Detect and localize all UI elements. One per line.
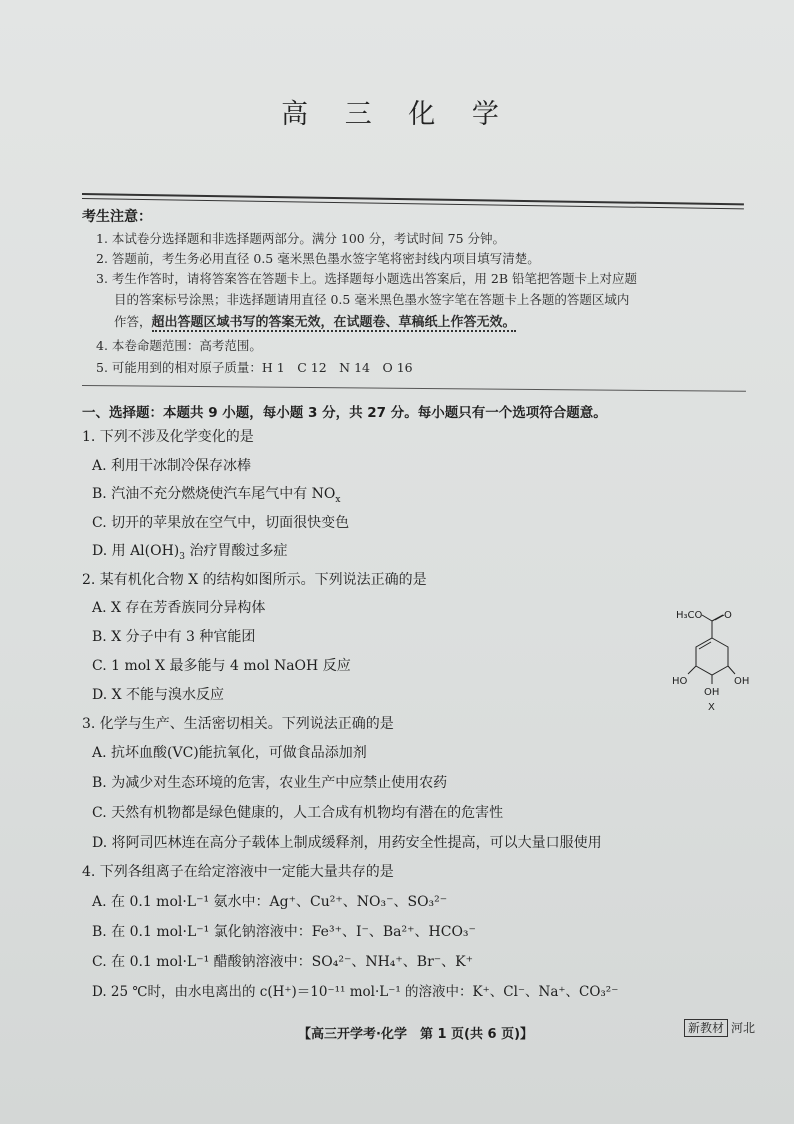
q1-option-b-sub: x xyxy=(335,494,341,505)
q4-option-c: C. 在 0.1 mol·L⁻¹ 醋酸钠溶液中：SO₄²⁻、NH₄⁺、Br⁻、K⁺ xyxy=(92,954,474,970)
q3-option-b: B. 为减少对生态环境的危害，农业生产中应禁止使用农药 xyxy=(92,775,448,791)
q4-option-a: A. 在 0.1 mol·L⁻¹ 氨水中：Ag⁺、Cu²⁺、NO₃⁻、SO₃²⁻ xyxy=(92,894,448,910)
edition-badge xyxy=(684,1019,755,1036)
q1-option-d-tail: 治疗胃酸过多症 xyxy=(185,543,288,559)
notice-item-3-cont2 xyxy=(114,312,774,333)
exam-title: 高 三 化 学 xyxy=(281,99,513,130)
q2-option-d: D. X 不能与溴水反应 xyxy=(92,687,225,703)
mol-bond-co xyxy=(712,615,723,621)
q1-option-d-sub: 3 xyxy=(179,551,186,562)
q1-option-a: A. 利用干冰制冷保存冰棒 xyxy=(92,458,252,474)
mol-o-label: O xyxy=(724,610,732,621)
q4-stem: 4. 下列各组离子在给定溶液中一定能大量共存的是 xyxy=(82,864,394,880)
mol-x-label: X xyxy=(708,702,715,713)
mol-bond-oh-right xyxy=(728,666,735,674)
mol-bond-ome xyxy=(702,615,712,621)
page-footer: 【高三开学考·化学 第 1 页(共 6 页)】 xyxy=(298,1027,534,1042)
q3-option-d: D. 将阿司匹林连在高分子载体上制成缓释剂，用药安全性提高，可以大量口服使用 xyxy=(92,835,602,851)
badge-region: 河北 xyxy=(731,1021,756,1035)
q1-option-c: C. 切开的苹果放在空气中，切面很快变色 xyxy=(92,515,350,531)
q3-option-c: C. 天然有机物都是绿色健康的，人工合成有机物均有潜在的危害性 xyxy=(92,805,504,821)
q1-option-b xyxy=(92,484,340,510)
q1-stem: 1. 下列不涉及化学变化的是 xyxy=(82,429,254,445)
q1-option-d xyxy=(92,541,287,567)
q4-option-b: B. 在 0.1 mol·L⁻¹ 氯化钠溶液中：Fe³⁺、I⁻、Ba²⁺、HCO₃⁻ xyxy=(92,924,476,940)
q2-option-c: C. 1 mol X 最多能与 4 mol NaOH 反应 xyxy=(92,658,351,674)
badge-new-textbook: 新教材 xyxy=(684,1019,728,1037)
notice-item-3-cont: 目的答案标号涂黑；非选择题请用直径 0.5 毫米黑色墨水签字笔在答题卡上各题的答题区域内 xyxy=(114,292,630,307)
mol-h3co-label: H₃CO xyxy=(676,610,703,621)
mol-bond-oh-left xyxy=(688,666,696,674)
mol-bond-co-double xyxy=(715,615,724,620)
q2-option-a: A. X 存在芳香族同分异构体 xyxy=(92,600,266,616)
q2-option-b: B. X 分子中有 3 种官能团 xyxy=(92,629,256,645)
notice-item-5: 5. 可能用到的相对原子质量：H 1 C 12 N 14 O 16 xyxy=(96,360,413,375)
q1-option-b-text: B. 汽油不充分燃烧使汽车尾气中有 NO xyxy=(92,486,336,502)
q1-option-d-text: D. 用 Al(OH) xyxy=(92,543,180,559)
mol-oh-right-label: OH xyxy=(734,676,750,687)
molecule-x-structure xyxy=(672,604,762,716)
notice-item-4: 4. 本卷命题范围：高考范围。 xyxy=(96,338,262,353)
mol-ho-label: HO xyxy=(672,676,688,687)
section-1-heading: 一、选择题：本题共 9 小题，每小题 3 分，共 27 分。每小题只有一个选项符合题意。 xyxy=(82,405,607,421)
notice-item-3: 3. 考生作答时，请将答案答在答题卡上。选择题每小题选出答案后，用 2B 铅笔把答题卡上对应题 xyxy=(96,271,637,286)
notice-item-3-emphasis: 超出答题区域书写的答案无效，在试题卷、草稿纸上作答无效。 xyxy=(151,315,516,330)
mol-ring xyxy=(696,638,728,675)
q4-option-d: D. 25 ℃时，由水电离出的 c(H⁺)＝10⁻¹¹ mol·L⁻¹ 的溶液中：K⁺、Cl⁻、Na⁺、CO₃²⁻ xyxy=(92,984,619,1000)
notice-item-3-prefix: 作答， xyxy=(114,314,152,329)
notice-heading: 考生注意： xyxy=(82,209,152,225)
q2-stem: 2. 某有机化合物 X 的结构如图所示。下列说法正确的是 xyxy=(82,572,427,588)
q3-stem: 3. 化学与生产、生活密切相关。下列说法正确的是 xyxy=(82,716,394,732)
mol-ring-double-bond xyxy=(699,642,711,649)
q3-option-a: A. 抗坏血酸(VC)能抗氧化，可做食品添加剂 xyxy=(92,745,367,761)
notice-divider xyxy=(82,385,746,392)
notice-item-1: 1. 本试卷分选择题和非选择题两部分。满分 100 分，考试时间 75 分钟。 xyxy=(96,231,506,246)
mol-oh-mid-label: OH xyxy=(704,687,720,698)
notice-item-2: 2. 答题前，考生务必用直径 0.5 毫米黑色墨水签字笔将密封线内项目填写清楚。 xyxy=(96,251,540,266)
